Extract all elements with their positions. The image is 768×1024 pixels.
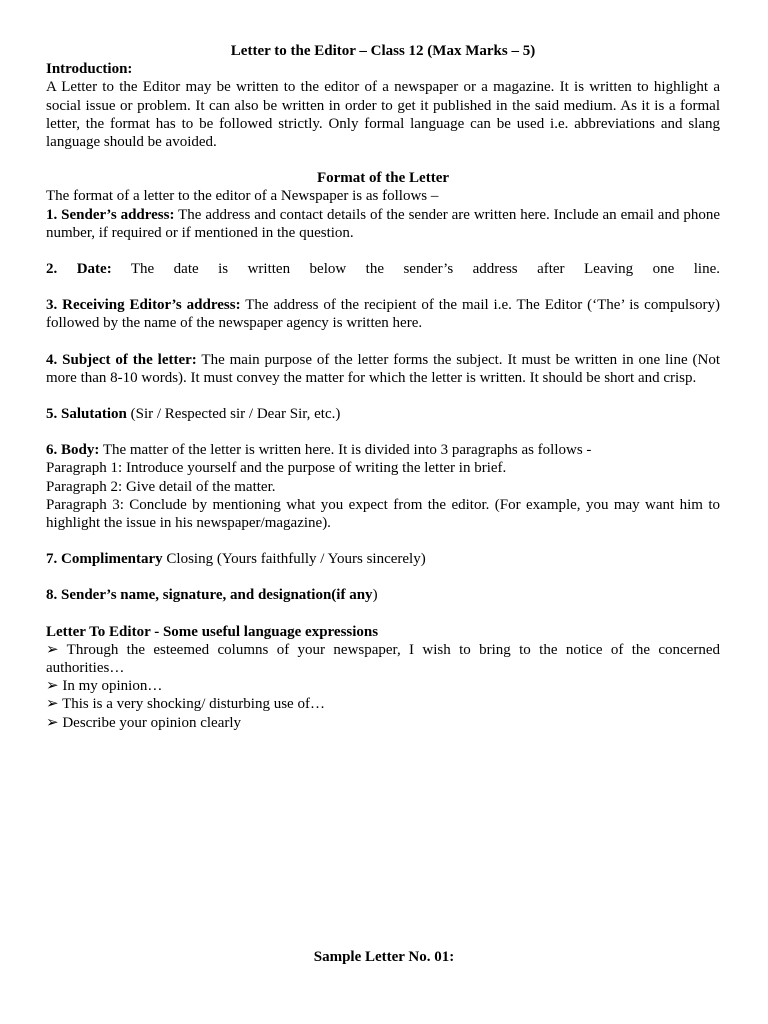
format-item-body: 6. Body: The matter of the letter is written here. It is divided into 3 paragraphs as follows - bbox=[46, 442, 592, 459]
body-paragraph-3: Paragraph 3: Conclude by mentioning what you expect from the editor. (For example, you may want him to highlight the issue in his newspaper/magazine). bbox=[46, 496, 720, 532]
sample-letter-heading: Sample Letter No. 01: bbox=[313, 949, 455, 965]
expression-item: ➢ This is a very shocking/ disturbing use of… bbox=[46, 696, 325, 713]
introduction-heading: Introduction: bbox=[46, 61, 133, 78]
expression-item: ➢ In my opinion… bbox=[46, 678, 163, 695]
body-paragraph-2: Paragraph 2: Give detail of the matter. bbox=[46, 478, 276, 495]
format-item-receiving-editor: 3. Receiving Editor’s address: The address of the recipient of the mail i.e. The Editor (‘The’ is compulsory) followed by the name of the newspaper agency is written here. bbox=[46, 297, 720, 332]
format-intro: The format of a letter to the editor of a Newspaper is as follows – bbox=[46, 188, 439, 205]
format-item-senders-name: 8. Sender’s name, signature, and designation(if any) bbox=[46, 587, 378, 604]
document-title: Letter to the Editor – Class 12 (Max Marks – 5) bbox=[230, 43, 536, 59]
format-item-salutation: 5. Salutation (Sir / Respected sir / Dear Sir, etc.) bbox=[46, 406, 341, 423]
format-item-date: 2. Date: The date is written below the sender’s address after Leaving one line. bbox=[46, 261, 720, 278]
format-heading: Format of the Letter bbox=[316, 170, 450, 187]
body-paragraph-1: Paragraph 1: Introduce yourself and the purpose of writing the letter in brief. bbox=[46, 460, 507, 477]
format-item-senders-address: 1. Sender’s address: The address and contact details of the sender are written here. Include an email and phone number, if required or if mentioned in the question. bbox=[46, 206, 720, 241]
expression-item: ➢ Through the esteemed columns of your newspaper, I wish to bring to the notice of the concerned authorities… bbox=[46, 641, 720, 677]
introduction-text: A Letter to the Editor may be written to the editor of a newspaper or a magazine. It is written to highlight a social issue or problem. It can also be written in order to get it published in the said medium. As it is a formal letter, the format has to be followed strictly. Only formal language can be used i.e. abbreviations and slang language should be avoided. bbox=[46, 79, 720, 151]
expression-item: ➢ Describe your opinion clearly bbox=[46, 714, 242, 731]
expressions-heading: Letter To Editor - Some useful language expressions bbox=[46, 623, 379, 640]
document-page bbox=[46, 42, 720, 732]
bullet-arrow-icon: ➢ bbox=[46, 641, 59, 658]
bullet-arrow-icon: ➢ bbox=[46, 714, 59, 731]
format-item-subject: 4. Subject of the letter: The main purpose of the letter forms the subject. It must be written in one line (Not more than 8-10 words). It must convey the matter for which the letter is written. It should be short and crisp. bbox=[46, 351, 720, 386]
bullet-arrow-icon: ➢ bbox=[46, 678, 59, 695]
format-item-complimentary: 7. Complimentary Closing (Yours faithfully / Yours sincerely) bbox=[46, 551, 426, 568]
bullet-arrow-icon: ➢ bbox=[46, 696, 59, 713]
